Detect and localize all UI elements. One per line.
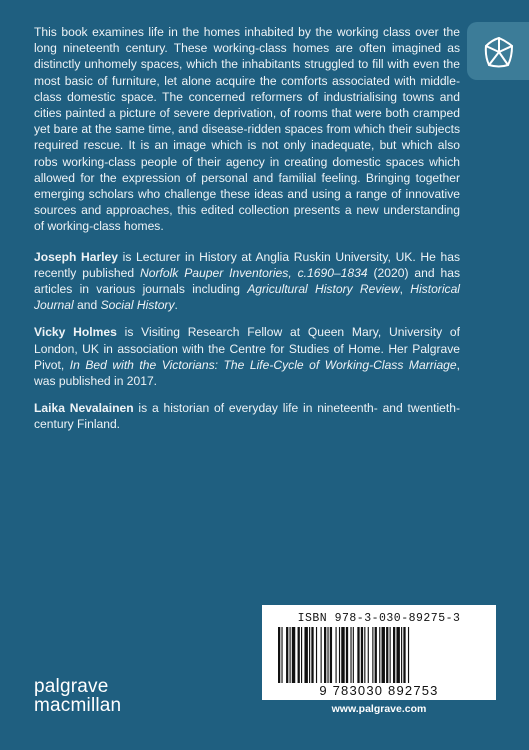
back-cover-text (34, 24, 460, 444)
publisher-website: www.palgrave.com (331, 703, 427, 715)
palgrave-logo-tab (467, 22, 529, 80)
author-name: Laika Nevalainen (34, 401, 134, 416)
publisher-name-line1: palgrave (34, 676, 109, 697)
barcode-panel (262, 605, 496, 700)
palgrave-logo-icon (481, 34, 517, 70)
author-bio-holmes: Vicky Holmes is Visiting Research Fellow at Queen Mary, University of London, UK in association with the Centre for Studies of Home. Her Palgrave Pivot, In Bed with the Victorians: The Life-Cycle of Working-Class Marriage, was published in 2017. (34, 325, 460, 389)
book-description: This book examines life in the homes inhabited by the working class over the long nineteenth century. These working-class homes are often imagined as distinctly unhomely spaces, which the inhabitants struggled to fill with even the most basic of furniture, let alone acquire the comforts associated with middle-class domestic space. The concerned reformers of industrialising towns and cities painted a picture of severe deprivation, of rooms that were both cramped yet bare at the same time, and disease-ridden spaces from which their subjects required rescue. It is an image which is not only inadequate, but which also robs working-class people of their agency in creating domestic spaces which allowed for the expression of personal and familial feeling. Bringing together emerging scholars who challenge these ideas and using a range of innovative sources and approaches, this edited collection presents a new understanding of working-class homes. (34, 25, 460, 234)
publisher-name-line2: macmillan (34, 695, 122, 716)
barcode-number: 9 783030 892753 (319, 683, 439, 698)
barcode-icon (272, 627, 486, 683)
isbn-text: ISBN 978-3-030-89275-3 (297, 612, 461, 625)
author-name: Vicky Holmes (34, 325, 117, 340)
author-bio-nevalainen: Laika Nevalainen is a historian of everyday life in nineteenth- and twentieth-century Finland. (34, 401, 460, 432)
author-name: Joseph Harley (34, 249, 118, 264)
publisher-logo (34, 677, 121, 715)
author-bio-harley: Joseph Harley is Lecturer in History at Anglia Ruskin University, UK. He has recently published Norfolk Pauper Inventories, c.1690–1834 (2020) and has articles in various journals including Agricultural History Review, Historical Journal and Social History. (34, 249, 461, 313)
